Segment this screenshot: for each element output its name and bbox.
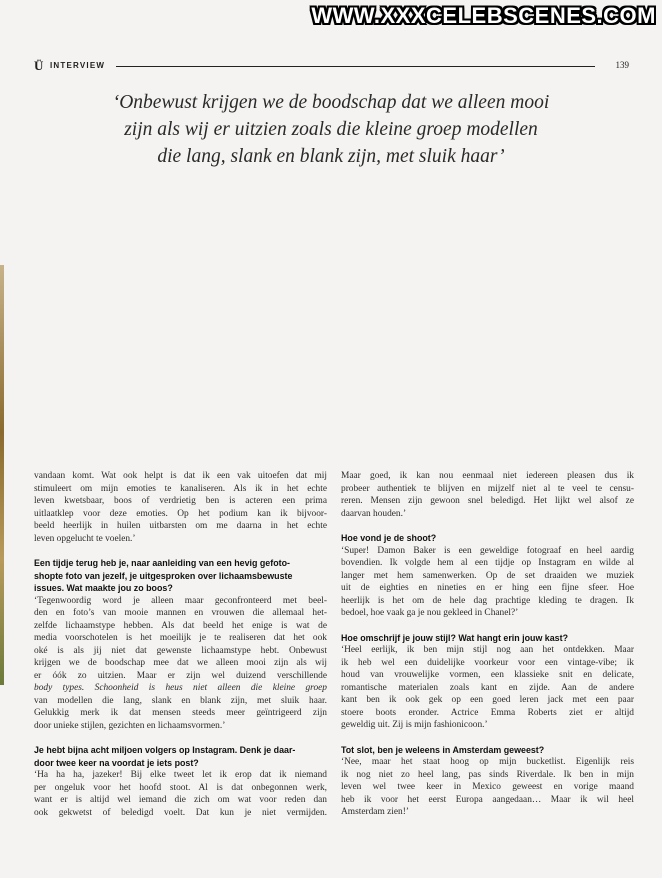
text-line: beeld heerlijk in huilen uitbarsten om me daarna in het echte	[34, 521, 327, 531]
interview-question	[341, 532, 634, 545]
text-line: romantische materialen zoals kant en zijde. Aan de andere	[341, 682, 634, 693]
text-line: stimuleert om mijn emoties te kanaliseren. Als ik in het echte	[34, 483, 327, 494]
text-line: ‘Tegenwoordig word je alleen maar geconfronteerd met beel-	[34, 595, 327, 606]
text-line: ‘Ha ha ha, jazeker! Bij elke tweet let ik erop dat ik niemand	[34, 770, 327, 780]
interview-question	[341, 744, 634, 757]
text-line: oké is als jij niet dat gewenste lichaamstype hebt. Onbewust	[34, 645, 327, 656]
text-line: heb ik voor het eerst Europa aangedaan… Maar ik wil heel	[341, 794, 634, 805]
text-line: den en foto’s van mooie mannen en vrouwen die allemaal het-	[34, 608, 327, 618]
text-line: vandaan komt. Wat ook helpt is dat ik een vak uitoefen dat mij	[34, 471, 327, 481]
text-line: reren. Mensen zijn gewoon snel beledigd. Het lijkt wel alsof ze	[341, 496, 634, 506]
text-line: ik nog niet zo heel lang, pas sinds Riverdale. Ik ben in mijn	[341, 769, 634, 780]
header-rule	[116, 66, 595, 67]
pull-quote-line: zijn als wij er uitzien zoals die kleine groep modellen	[124, 119, 538, 140]
paragraph	[341, 470, 634, 520]
text-line: ‘Super! Damon Baker is een geweldige fotograaf en heel aardig	[341, 545, 634, 556]
watermark-text: WWW.XXXCELEBSCENES.COM	[311, 3, 656, 28]
text-line: bedoel, hoe vaak ga je nou gekleed in Chanel?’	[341, 608, 519, 618]
text-line: Amsterdam zien!’	[341, 807, 409, 817]
text-line: uit de eighties en nineties en er hing een fijne sfeer. Hoe	[341, 583, 634, 593]
interview-answer	[34, 595, 327, 733]
text-line: body types. Schoonheid is heus niet alleen die kleine groep	[34, 683, 327, 693]
page-edge-strip	[0, 265, 4, 685]
question-line: issues. Wat maakte jou zo boos?	[34, 583, 173, 593]
question-line: Een tijdje terug heb je, naar aanleiding van een hevig gefoto-	[34, 558, 290, 568]
text-line: leven opgelucht te voelen.’	[34, 533, 136, 544]
text-line: uitlaatklep voor deze emoties. Op het podium kan ik bijvoor-	[34, 508, 327, 519]
text-line: Maar goed, ik kan nou eenmaal niet iedereen pleasen dus ik	[341, 471, 634, 481]
magazine-logo: Ü	[34, 58, 44, 73]
text-line: probeer authentiek te blijven en mijzelf niet al te veel te censu-	[341, 483, 634, 494]
text-line: houd van vrouwelijke vormen, een klassieke snit en delicate,	[341, 670, 634, 680]
text-line: geweldig uit. Zij is mijn fashionicoon.’	[341, 720, 488, 730]
pull-quote-line: die lang, slank en blank zijn, met sluik haar’	[157, 146, 505, 167]
paragraph	[34, 470, 327, 545]
text-line: ik heb wel een duidelijke voorkeur voor een vintage-vibe; ik	[341, 657, 634, 668]
question-line: Hoe omschrijf je jouw stijl? Wat hangt erin jouw kast?	[341, 632, 568, 643]
text-line: langer met hem samenwerken. Op de set draaiden we muziek	[341, 570, 634, 581]
text-line: door unieke stijlen, gezichten en lichaamsvormen.’	[34, 720, 226, 731]
question-line: door twee keer na voordat je iets post?	[34, 757, 199, 768]
text-line: media voorschotelen is het moeilijk je te realiseren dat het ook	[34, 633, 327, 643]
text-line: daarvan houden.’	[341, 508, 407, 519]
page-header	[34, 59, 629, 73]
interview-question	[341, 632, 634, 645]
text-line: per ongeluk voor het hoofd stoot. Al is dat onbegonnen werk,	[34, 782, 327, 793]
question-line: shopte foto van jezelf, je uitgesproken over lichaamsbewuste	[34, 570, 293, 581]
interview-question	[34, 744, 327, 769]
text-line: heerlijk is het om de hele dag prachtige kleding te dragen. Ik	[341, 595, 634, 606]
interview-answer	[341, 644, 634, 732]
interview-answer	[341, 545, 634, 620]
text-line: kant ben ik ook gek op een goed leren jack met een paar	[341, 695, 634, 705]
text-line: er óók zo uitzien. Maar er zijn wel duizend verschillende	[34, 670, 327, 681]
interview-answer	[341, 756, 634, 819]
text-line: ‘Nee, maar het staat hoog op mijn bucketlist. Eigenlijk reis	[341, 757, 634, 767]
text-line: leven kwetsbaar, boos of verdrietig ben is acteren een prima	[34, 496, 327, 506]
article-column-right	[341, 470, 634, 819]
article-column-left	[34, 470, 327, 819]
pull-quote	[100, 89, 562, 170]
interview-question	[34, 557, 327, 595]
text-line: leven wel twee keer in Mexico geweest en vorige maand	[341, 782, 634, 792]
pull-quote-line: ‘Onbewust krijgen we de boodschap dat we alleen mooi	[112, 92, 550, 113]
text-line: zelfde lichaamstype hebben. Als dat beeld het enige is wat de	[34, 620, 327, 631]
interview-answer	[34, 769, 327, 819]
section-label: INTERVIEW	[50, 61, 106, 70]
text-line: Gelukkig merk ik dat mensen steeds meer geïntrigeerd zijn	[34, 708, 327, 718]
question-line: Hoe vond je de shoot?	[341, 533, 437, 543]
question-line: Je hebt bijna acht miljoen volgers op Instagram. Denk je daar-	[34, 745, 296, 755]
text-line: van modellen die lang, slank en blank zijn, met sluik haar.	[34, 695, 327, 706]
text-line: stoere boots eronder. Actrice Emma Roberts ziet er altijd	[341, 707, 634, 718]
text-line: want er is altijd wel iemand die zich om wat voor reden dan	[34, 795, 327, 805]
text-line: bovendien. Ik volgde hem al een tijdje op Instagram en wilde al	[341, 558, 634, 568]
text-line: ‘Heel eerlijk, ik ben mijn stijl nog aan het ontdekken. Maar	[341, 645, 634, 655]
question-line: Tot slot, ben je weleens in Amsterdam geweest?	[341, 744, 545, 755]
page-number: 139	[615, 60, 629, 70]
text-line: ook gekwetst of beledigd voelt. Dat kun je niet vermijden.	[34, 807, 327, 818]
text-line: krijgen we de boodschap mee dat we alleen mooi zijn als wij	[34, 658, 327, 668]
